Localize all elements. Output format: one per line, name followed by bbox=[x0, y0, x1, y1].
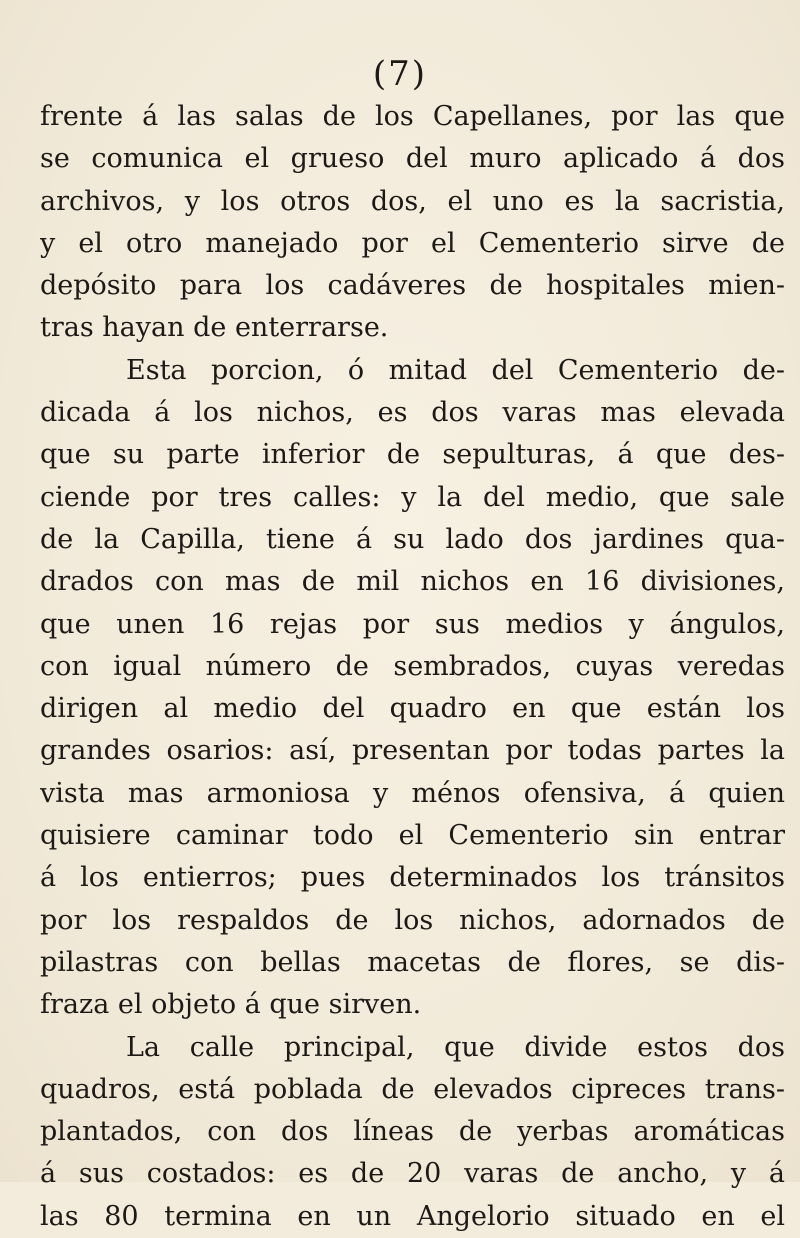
text-line-10: ciende por tres calles: y la del medio, que sale bbox=[40, 481, 785, 513]
text-line-16: grandes osarios: así, presentan por todas partes la bbox=[40, 735, 785, 767]
text-line-21: pilastras con bellas macetas de flores, se dis- bbox=[40, 946, 785, 978]
text-line-22: fraza el objeto á que sirven. bbox=[40, 989, 422, 1021]
text-line-1: frente á las salas de los Capellanes, por las que bbox=[40, 101, 785, 132]
text-line-24: quadros, está poblada de elevados cipreces trans- bbox=[40, 1073, 785, 1105]
text-line-14: con igual número de sembrados, cuyas veredas bbox=[40, 650, 785, 682]
text-line-7: Esta porcion, ó mitad del Cementerio de- bbox=[126, 354, 785, 386]
text-line-4: y el otro manejado por el Cementerio sirve de bbox=[40, 227, 785, 259]
text-line-19: á los entierros; pues determinados los tránsitos bbox=[40, 862, 785, 894]
text-line-15: dirigen al medio del quadro en que están los bbox=[40, 693, 785, 725]
text-line-25: plantados, con dos líneas de yerbas aromáticas bbox=[40, 1116, 785, 1148]
text-line-18: quisiere caminar todo el Cementerio sin entrar bbox=[40, 820, 785, 852]
body-text bbox=[40, 96, 785, 1238]
text-line-17: vista mas armoniosa y ménos ofensiva, á quien bbox=[40, 777, 785, 809]
text-line-8: dicada á los nichos, es dos varas mas elevada bbox=[40, 397, 785, 429]
text-line-12: drados con mas de mil nichos en 16 divisiones, bbox=[40, 566, 785, 598]
text-line-5: depósito para los cadáveres de hospitales mien- bbox=[40, 270, 785, 302]
text-line-2: se comunica el grueso del muro aplicado á dos bbox=[40, 143, 785, 175]
text-line-9: que su parte inferior de sepulturas, á que des- bbox=[40, 439, 785, 471]
text-line-23: La calle principal, que divide estos dos bbox=[126, 1031, 785, 1063]
text-line-11: de la Capilla, tiene á su lado dos jardines qua- bbox=[40, 523, 785, 555]
page-number: (7) bbox=[372, 54, 428, 94]
text-line-20: por los respaldos de los nichos, adornados de bbox=[40, 904, 785, 936]
text-line-3: archivos, y los otros dos, el uno es la sacristia, bbox=[40, 185, 785, 217]
text-line-26: á sus costados: es de 20 varas de ancho, y á bbox=[40, 1158, 785, 1190]
text-line-27: las 80 termina en un Angelorio situado en el bbox=[40, 1200, 785, 1232]
text-line-6: tras hayan de enterrarse. bbox=[40, 312, 389, 344]
text-line-13: que unen 16 rejas por sus medios y ángulos, bbox=[40, 608, 785, 640]
